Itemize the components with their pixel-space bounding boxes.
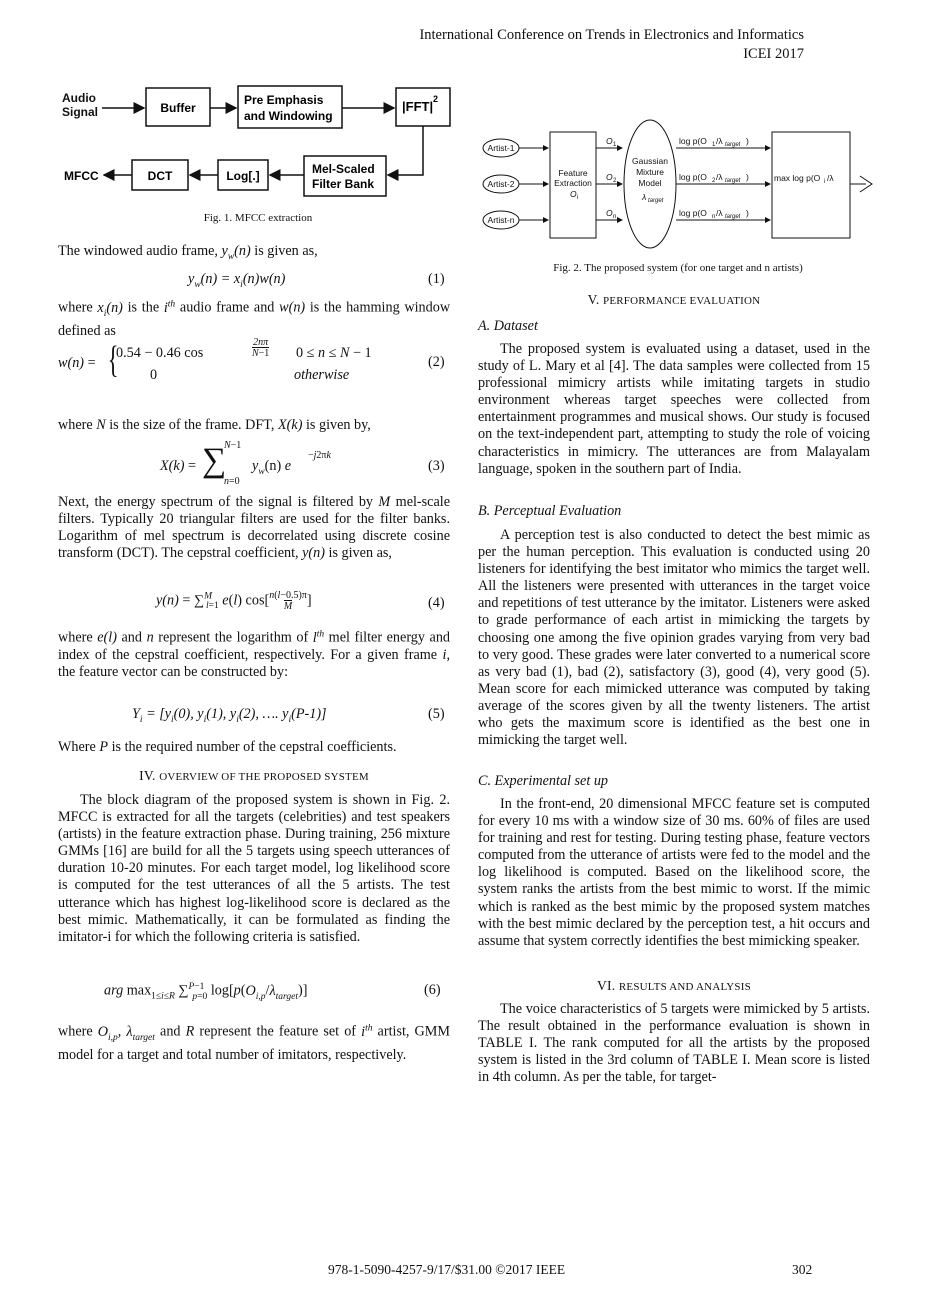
fig1-caption: Fig. 1. MFCC extraction (203, 212, 313, 224)
fig1-mel-line1: Mel-Scaled (312, 162, 375, 176)
page-number: 302 (792, 1262, 813, 1277)
fig1-fft-sup: 2 (433, 94, 439, 104)
fig2-caption: Fig. 2. The proposed system (for one target and n artists) (553, 262, 803, 274)
fig2-gmm-lambda: λ (642, 192, 647, 202)
svg-text:target: target (725, 178, 741, 184)
equation-2-number: (2) (428, 354, 445, 370)
fig2-artist-1: Artist-1 (487, 143, 515, 153)
footer-isbn: 978-1-5090-4257-9/17/$31.00 ©2017 IEEE (328, 1262, 566, 1277)
svg-text:/λ: /λ (716, 208, 723, 218)
fig1-log-block: Log[.] (226, 169, 260, 183)
equation-6-number: (6) (424, 982, 441, 998)
para-hamming: where $x_i(n)$ is the $i^{th}$ audio frame and w(n) is the hamming window defined as (58, 299, 451, 339)
para-energy-spectrum: Next, the energy spectrum of the signal is filtered by M mel-scale filters. Typically 20 triangular filters are used for the filter banks. Logarithm of mel spectrum is decorrelated using discrete cosine transform (DCT). The cepstral coefficient, y(n) is given as, (58, 494, 451, 562)
equation-5: $Y_i = [y_i(0)$, $y_i(1)$, $y_i(2)$, …. $y_i(P-1)$] (132, 706, 327, 725)
fig1-preemphasis-line1: Pre Emphasis (244, 93, 324, 107)
svg-text:i: i (577, 195, 579, 201)
equation-1: $y_w(n) = x_i(n)w(n)$ (188, 271, 286, 290)
fig2-gmm-line1: Gaussian (632, 156, 668, 166)
svg-text:i: i (824, 179, 826, 185)
equation-1-number: (1) (428, 271, 445, 287)
equation-5-number: (5) (428, 706, 445, 722)
fig2-logp2: log p(O (679, 172, 707, 182)
para-overview: The block diagram of the proposed system is shown in Fig. 2. MFCC is extracted for all the targets (celebrities) and test speakers (artists) in the feature extraction phase. During training, 256 mixture GMMs [16] are build for all the 5 targets using speech utterances of duration 10-20 minutes. For each target model, log likelihood score is computed for the test utterances of all the 5 artists. The test utterance which has highest log-likelihood score is declared as the best mimic. Mathematically, it can be formulated as finding the imitator-i for which the following criteria is satisfied. (58, 792, 450, 945)
para-results: The voice characteristics of 5 targets were mimicked by 5 artists. The result obtained in the performance evaluation is shown in TABLE I. The rank computed for all the artists by the proposed system is listed in the 3rd column of TABLE I. Mean score is listed in 4th column. As per the table, for target- (478, 1001, 870, 1086)
svg-text:): ) (746, 136, 749, 146)
svg-text:2: 2 (712, 178, 716, 184)
svg-text:target: target (725, 214, 741, 220)
equation-3: X(k) = ∑ N−1 n=0 $y_w(n)$ e −j2πk (160, 440, 331, 487)
conference-year: ICEI 2017 (743, 46, 804, 62)
fig2-maxlog: max log p(O (774, 173, 821, 183)
fig2-system-diagram (480, 118, 876, 260)
fig1-mfcc-diagram (58, 80, 458, 205)
para-P: Where P is the required number of the cepstral coefficients. (58, 739, 397, 755)
fig2-artist-2: Artist-2 (487, 179, 515, 189)
subsection-a: A. Dataset (478, 318, 538, 334)
svg-text:/λ: /λ (827, 173, 834, 183)
svg-text:): ) (746, 208, 749, 218)
svg-text:/λ: /λ (716, 172, 723, 182)
fig1-buffer-block: Buffer (160, 101, 196, 115)
para-experimental: In the front-end, 20 dimensional MFCC feature set is computed for every 10 ms with a window size of 30 ms. 60% of files are used for training and rest for testing. During testing phase, feature vectors computed from the utterance of artists were fed to the model and the log likelihood is computed. Based on the likelihood score, the system ranks the artists from the best mimic to worst. If the mimic which is ranked as the best mimic by the proposed system matches with the best mimic declared by the perception test, a hit occurs and assume that system correctly identifies the best mimicking speaker. (478, 796, 870, 949)
svg-text:/λ: /λ (716, 136, 723, 146)
fig2-gmm-line2: Mixture (636, 167, 664, 177)
fig2-gmm-line3: Model (638, 178, 662, 188)
para-where-final: where $O_{i,p}$, $\lambda_{target}$ and R represent the feature set of $i^{th}$ artist, GMM model for a target and total number of imitators, respectively. (58, 1023, 451, 1063)
fig1-mel-line2: Filter Bank (312, 177, 375, 191)
para-dft: where N is the size of the frame. DFT, X(k) is given by, (58, 417, 371, 433)
fig2-on: O (606, 208, 613, 218)
para-dataset: The proposed system is evaluated using a dataset, used in the study of L. Mary et al [4]. The data samples were collected from 15 professional mimicry artists while imitating targets in studio environment whereas target speeches were collected from entertainment programmes and musical shows. Our study is focused on the text-independent part, attempting to study the role of voicing characteristics in mimicry. The utterances are from Malayalam language, spoken in the southern part of India. (478, 341, 870, 477)
svg-text:n: n (712, 214, 716, 220)
svg-text:target: target (648, 198, 664, 204)
section-vi-heading: VI. RESULTS AND ANALYSIS (597, 978, 751, 993)
fig2-fe-line1: Feature (558, 168, 588, 178)
fig2-logp1: log p(O (679, 136, 707, 146)
fig2-o1: O (606, 136, 613, 146)
para-where-log: where e(l) and n represent the logarithm of $l^{th}$ mel filter energy and index of the cepstral coefficient, respectively. For a given frame i, the feature vector can be constructed by: (58, 629, 451, 680)
svg-text:2: 2 (613, 178, 617, 184)
svg-text:1: 1 (712, 142, 716, 148)
para-windowed-frame: The windowed audio frame, $y_w(n)$ is given as, (58, 243, 318, 262)
fig1-mfcc-label: MFCC (64, 169, 99, 183)
equation-6: arg $\max_{1\le i\le R} \sum^{P-1}_{p=0}$ $\log[p(O_{i,p}/\lambda_{target})]$ (104, 982, 308, 1002)
conference-title: International Conference on Trends in Electronics and Informatics (419, 27, 804, 43)
svg-text:1: 1 (613, 142, 617, 148)
fig2-artist-n: Artist-n (487, 215, 515, 225)
svg-text:): ) (746, 172, 749, 182)
fig1-audio-label: Audio (62, 91, 96, 105)
fig1-signal-label: Signal (62, 105, 99, 119)
fig2-fe-line3: O (570, 189, 577, 199)
fig2-logpn: log p(O (679, 208, 707, 218)
equation-3-number: (3) (428, 458, 445, 474)
subsection-b: B. Perceptual Evaluation (478, 503, 622, 519)
svg-text:n: n (613, 214, 617, 220)
section-iv-heading: IV. OVERVIEW OF THE PROPOSED SYSTEM (139, 768, 369, 783)
equation-4: y(n) = ∑$^M_{l=1}$ e(l) cos[n(l−0.5)π M ] (156, 590, 312, 612)
subsection-c: C. Experimental set up (478, 773, 609, 789)
svg-text:target: target (725, 142, 741, 148)
fig1-dct-block: DCT (147, 169, 173, 183)
equation-4-number: (4) (428, 595, 445, 611)
fig2-o2: O (606, 172, 613, 182)
fig2-fe-line2: Extraction (554, 178, 592, 188)
fig1-preemphasis-line2: and Windowing (244, 109, 333, 123)
fig1-fft-block: |FFT| (402, 99, 434, 114)
section-v-heading: V. PERFORMANCE EVALUATION (587, 292, 761, 307)
para-perceptual: A perception test is also conducted to detect the best mimic as per the human perception. This evaluation is conducted using 20 listeners for identifying the best imitator who mimics the target well. All the listeners were presented with utterances in the target voice and repetitions of test utterance by the imitator. Listeners were asked to grade performance of each artist in mimicking the targets by choosing one among the five opinion grades varying from very bad to very good. These grades were later converted to a numerical score as very bad (1), bad (2), satisfactory (3), good (4), very good (5). Mean score for each mimicked utterance was computed by taking average of the scores given by all the twenty listeners. The artist who gets the maximum score is identified as the best one in mimicking the target well. (478, 527, 870, 749)
equation-2: w(n) = { 0.54 − 0.46 cos 2nπ N−1 0 ≤ n ≤ N − 1 0 otherwise (58, 337, 372, 383)
